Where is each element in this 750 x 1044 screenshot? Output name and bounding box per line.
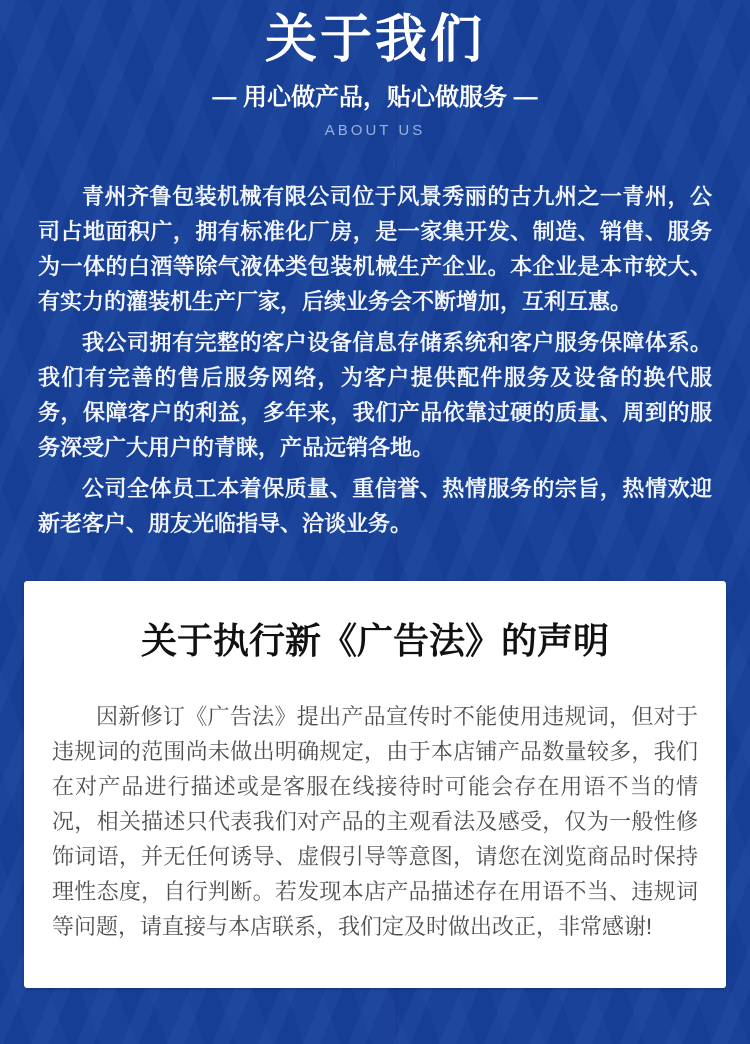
about-paragraph-welcome: 公司全体员工本着保质量、重信誉、热情服务的宗旨，热情欢迎新老客户、朋友光临指导、洽谈业务。 [38,476,712,536]
statement-title: 关于执行新《广告法》的声明 [140,620,609,661]
about-header [0,0,750,141]
page-subtitle: — 用心做产品，贴心做服务 — [212,84,538,111]
page-title: 关于我们 [264,11,485,69]
page-subtitle-english: ABOUT US [324,122,426,139]
ad-law-statement-card [24,581,726,988]
about-paragraph-company-intro: 青州齐鲁包装机械有限公司位于风景秀丽的古九州之一青州，公司占地面积广，拥有标准化厂房，是一家集开发、制造、销售、服务为一体的白酒等除气液体类包装机械生产企业。本企业是本市较大、有实力的灌装机生产厂家，后续业务会不断增加，互利互惠。 [38,184,712,314]
statement-body-text: 因新修订《广告法》提出产品宣传时不能使用违规词，但对于违规词的范围尚未做出明确规定，由于本店铺产品数量较多，我们在对产品进行描述或是客服在线接待时可能会存在用语不当的情况，相关描述只代表我们对产品的主观看法及感受，仅为一般性修饰词语，并无任何诱导、虚假引导等意图，请您在浏览商品时保持理性态度，自行判断。若发现本店产品描述存在用语不当、违规词等问题，请直接与本店联系，我们定及时做出改正，非常感谢! [52,704,698,939]
about-paragraph-service-system: 我公司拥有完整的客户设备信息存储系统和客户服务保障体系。我们有完善的售后服务网络，为客户提供配件服务及设备的换代服务，保障客户的利益，多年来，我们产品依靠过硬的质量、周到的服务深受广大用户的青睐，产品远销各地。 [38,330,712,460]
about-text-block [0,179,750,541]
